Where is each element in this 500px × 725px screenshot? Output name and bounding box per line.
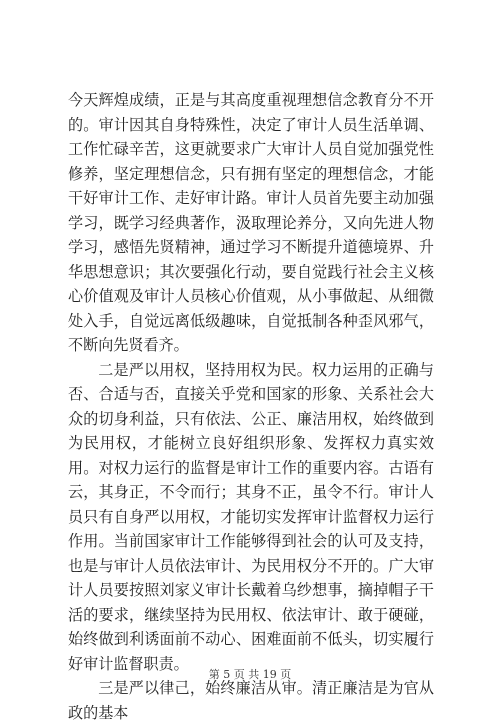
paragraph-third-point: 三是严以律己，始终廉洁从审。清正廉洁是为官从政的基本 [68,679,434,722]
paragraph-continuation: 今天辉煌成绩，正是与其高度重视理想信念教育分不开的。审计因其自身特殊性，决定了审计人员生活单调、工作忙碌辛苦，这更就要求广大审计人员自觉加强党性修养，坚定理想信念，只有拥有坚定的理想信念，才能干好审计工作、走好审计路。审计人员首先要主动加强学习，既学习经典著作，汲取理论养分，又向先进人物学习，感悟先贤精神，通过学习不断提升道德境界、升华思想意识；其次要强化行动，要自觉践行社会主义核心价值观及审计人员核心价值观，从小事做起、从细微处入手，自觉远离低级趣味，自觉抵制各种歪风邪气，不断向先贤看齐。 [68,91,434,354]
page-number-footer: 第 5 页 共 19 页 [208,668,292,681]
document-body [68,88,434,725]
paragraph-second-point: 二是严以用权，坚持用权为民。权力运用的正确与否、合适与否，直接关乎党和国家的形象、关系社会大众的切身利益，只有依法、公正、廉洁用权，始终做到为民用权，才能树立良好组织形象、发挥权力真实效用。对权力运行的监督是审计工作的重要内容。古语有云，其身正，不令而行；其身不正，虽令不行。审计人员只有自身严以用权，才能切实发挥审计监督权力运行作用。当前国家审计工作能够得到社会的认可及支持，也是与审计人员依法审计、为民用权分不开的。广大审计人员要按照刘家义审计长戴着乌纱想事，摘掉帽子干活的要求，继续坚持为民用权、依法审计、敢于硬碰，始终做到利诱面前不动心、困难面前不低头，切实履行好审计监督职责。 [68,360,434,673]
